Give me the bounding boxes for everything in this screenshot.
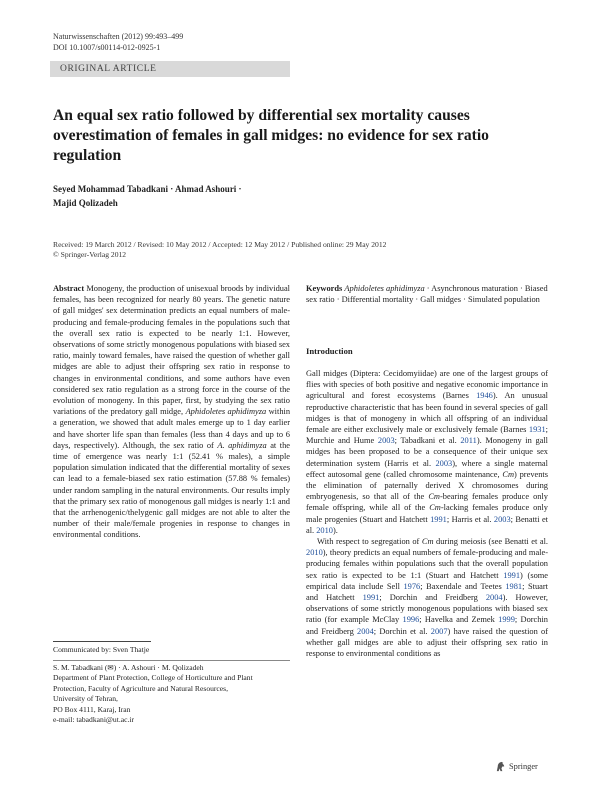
citation-link[interactable]: 2003: [493, 514, 511, 524]
paragraph-text: ), theory predicts an equal numbers of female-producing and male-producing females within populations such that the overall population sex ratio is expected to be 1:1 (Stuart and Hatchett: [306, 548, 548, 580]
publisher-name: Springer: [509, 762, 538, 771]
affiliation-authors: S. M. Tabadkani (✉) · A. Ashouri · M. Qolizadeh: [53, 663, 204, 672]
paragraph-text: ). An unusual reproductive characteristic that has been found in several species of gall midges is that of monogeny in which all offspring of an individual female are either exclusively male or exclusively female (Barnes: [306, 391, 548, 435]
keyword-species: Aphidoletes aphidimyza: [344, 284, 425, 293]
citation-link[interactable]: 1991: [430, 514, 447, 524]
abstract-label: Abstract: [53, 284, 85, 293]
citation-link[interactable]: 2010: [316, 525, 333, 535]
affiliation-email[interactable]: e-mail: tabadkani@ut.ac.ir: [53, 715, 134, 725]
springer-horse-icon: [495, 761, 506, 772]
affiliation-line-4: PO Box 4111, Karaj, Iran: [53, 704, 131, 714]
paragraph-text: ).: [332, 525, 338, 535]
citation-link[interactable]: 2004: [357, 626, 374, 636]
paragraph-text: ), where a single maternal effect autosomal gene (called chromosome maintenance,: [306, 458, 548, 479]
abstract-text-3: at the time of emergence was nearly 1:1 (52.41 % males), a simple population simulation indicated that the differential mortality of sexes can lead to a female-biased sex ratio estimation (57.88 % females) under random sampling in the natural environments. Our results imply that the primary sex ratio of monogenous gall midges is nearly 1:1 and that the arrhenogenic/thelygenic gall midges are not able to alter the number of their male/female progenies in response to changes in environmental conditions.: [53, 440, 291, 540]
citation-link[interactable]: 2010: [306, 548, 323, 558]
author-list: [53, 182, 373, 210]
introduction-heading: Introduction: [306, 346, 353, 356]
citation-link[interactable]: 1976: [403, 581, 421, 591]
abstract-species-1: Aphidoletes aphidimyza: [185, 407, 267, 417]
citation-link[interactable]: 2003: [377, 436, 395, 446]
article-title: An equal sex ratio followed by differential sex mortality causes overestimation of females in gall midges: no evidence for sex ratio regulation: [53, 107, 489, 164]
journal-citation: Naturwissenschaften (2012) 99:493–499: [53, 32, 184, 41]
paragraph-text: ) (some empirical data include Sell: [306, 570, 548, 591]
paragraph-text: ). However, observations of some strictly monogenous populations with biased sex ratio (for example McClay: [306, 593, 548, 625]
paragraph-text: ; Havelka and Zemek: [419, 615, 499, 625]
keywords-list: · Asynchronous maturation · Biased sex ratio · Differential mortality · Gall midges · Simulated population: [306, 284, 548, 305]
paragraph-text: ). Monogeny in gall midges has been proposed to be a consequence of their unique sex determination system (Harris et al.: [306, 436, 549, 468]
article-type-banner: ORIGINAL ARTICLE: [50, 61, 290, 77]
paragraph-text: Gall midges (Diptera: Cecidomyiidae) are one of the largest groups of flies with species of both positive and negative economic importance in agricultural and forest ecosystems (Barnes: [306, 369, 548, 401]
history-dates: Received: 19 March 2012 / Revised: 10 May 2012 / Accepted: 12 May 2012 / Published online: 29 May 2012: [53, 240, 387, 249]
citation-link[interactable]: 2007: [430, 626, 448, 636]
citation-link[interactable]: 1996: [402, 615, 420, 625]
abstract: [53, 283, 290, 541]
citation-link[interactable]: 1999: [498, 615, 515, 625]
introduction-paragraph-2: [306, 536, 548, 659]
paragraph-text: ; Dorchin and Freidberg: [306, 615, 548, 636]
publisher-logo: [495, 761, 538, 772]
italic-term: Cm: [429, 503, 441, 513]
affiliation-line-2: Protection, Faculty of Agriculture and Natural Resources,: [53, 683, 229, 693]
citation-link[interactable]: 1981: [505, 581, 523, 591]
paragraph-text: ; Dorchin and Freidberg: [379, 593, 486, 603]
copyright: © Springer-Verlag 2012: [53, 250, 127, 259]
paragraph-text: during meiosis (see Benatti et al.: [433, 537, 549, 547]
paragraph-text: ; Stuart and Hatchett: [306, 581, 548, 603]
citation-link[interactable]: 1931: [528, 425, 546, 435]
footnote-rule: [53, 641, 151, 642]
communicated-by: Communicated by: Sven Thatje: [53, 645, 150, 654]
paragraph-text: ) have raised the question of whether gall midges are able to adjust their offspring sex ratio in response to environmental conditions as: [306, 626, 549, 659]
italic-term: Cm: [421, 537, 434, 547]
paragraph-text: ; Harris et al.: [446, 514, 494, 524]
paragraph-text: ; Baxendale and Teetes: [420, 581, 506, 591]
author-line-2[interactable]: Majid Qolizadeh: [53, 198, 118, 208]
citation-link[interactable]: 1946: [476, 391, 493, 401]
paragraph-text: ; Benatti et al.: [306, 514, 548, 535]
citation-link[interactable]: 1991: [362, 593, 380, 603]
author-affiliation: [53, 663, 290, 725]
italic-term: Cm: [428, 492, 440, 502]
italic-term: Cm: [502, 469, 515, 479]
abstract-species-2: A. aphidimyza: [217, 440, 267, 450]
citation-link[interactable]: 2011: [460, 436, 477, 446]
paragraph-text: ; Dorchin et al.: [373, 626, 431, 636]
journal-doi[interactable]: DOI 10.1007/s00114-012-0925-1: [53, 43, 161, 52]
abstract-text-2: within a generation, we showed that adult males emerge up to 1 day earlier and have shorter life span than females (less than 4 days and up to 6 days, respectively). Although, the sex ratio of: [53, 407, 291, 450]
affiliation-line-3: University of Tehran,: [53, 694, 118, 704]
publication-dates: [53, 240, 553, 260]
author-line-1[interactable]: Seyed Mohammad Tabadkani · Ahmad Ashouri ·: [53, 184, 242, 194]
paragraph-text: -lacking females produce only male progenies (Stuart and Hatchett: [306, 503, 548, 524]
paragraph-text: ; Tabadkani et al.: [394, 436, 461, 446]
paragraph-text: With respect to segregation of: [317, 537, 422, 547]
introduction-body: [306, 368, 548, 659]
paragraph-text: ) prevents the elimination of paternally derived X chromosomes during embryogenesis, so that all of the: [306, 469, 548, 502]
affiliation-rule: [53, 660, 290, 661]
abstract-text-1: Monogeny, the production of unisexual broods by individual females, has been recognized for nearly 80 years. The genetic nature of gall midges' sex determination predicts an equal numbers of male-producing and female-producing females in the populations such that the overall sex ratio is expected to be nearly 1:1. However, observations of some strictly monogenous populations with biased sex ratio, mainly toward females, have raised the question of whether gall midges are able to adjust their offspring sex ratio in response to changes in environmental conditions, and some authors have even considered sex ratio regulation as a strong force in the course of the evolution of monogeny. In this paper, first, by studying the sex ratio variations of the predatory gall midge,: [53, 284, 290, 417]
introduction-paragraph-1: [306, 368, 548, 536]
citation-link[interactable]: 2003: [435, 458, 453, 468]
citation-link[interactable]: 2004: [485, 593, 503, 603]
paragraph-text: -bearing females produce only female offspring, while all of the: [306, 492, 548, 513]
paragraph-text: ; Murchie and Hume: [306, 425, 548, 446]
citation-link[interactable]: 1991: [503, 570, 521, 580]
keywords: [306, 283, 548, 305]
affiliation-line-1: Department of Plant Protection, College of Horticulture and Plant: [53, 673, 253, 683]
keywords-label: Keywords: [306, 284, 343, 293]
